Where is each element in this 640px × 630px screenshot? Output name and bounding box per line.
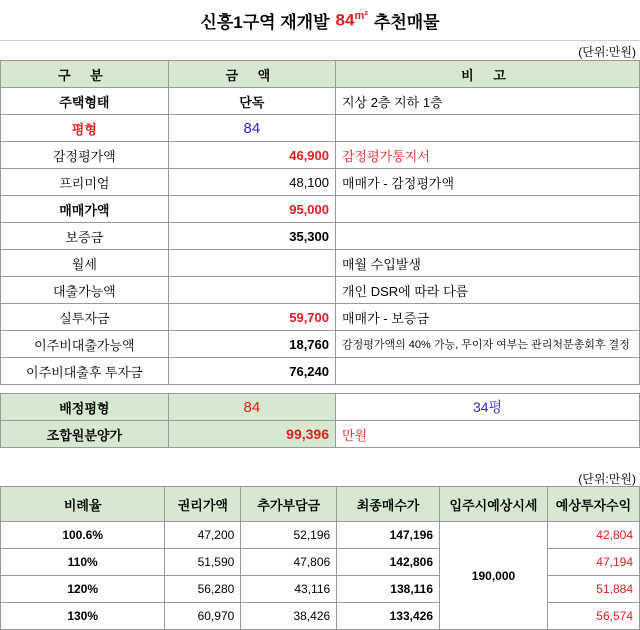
header-category: 구 분 — [1, 61, 169, 88]
expected-profit-cell: 51,884 — [547, 576, 639, 603]
title-prefix: 신흥1구역 재개발 — [200, 12, 330, 32]
row-value: 48,100 — [168, 169, 335, 196]
table-row — [1, 88, 640, 115]
table-row — [1, 223, 640, 250]
row-value: 35,300 — [168, 223, 335, 250]
price-note: 만원 — [336, 421, 640, 448]
row-note — [336, 358, 640, 385]
price-value: 99,396 — [168, 421, 335, 448]
title-size: $84^{m^2}$ — [335, 9, 368, 30]
final-price-cell: 142,806 — [337, 549, 440, 576]
property-table — [0, 60, 640, 448]
title-suffix: 추천매물 — [373, 12, 440, 32]
ratio-cell: 100.6% — [1, 522, 165, 549]
row-value: 단독 — [168, 88, 335, 115]
assign-note: 34평 — [336, 394, 640, 421]
row-label: 주택형태 — [1, 88, 169, 115]
row-note: 매월 수입발생 — [336, 250, 640, 277]
row-label: 감정평가액 — [1, 142, 169, 169]
header-amount: 금 액 — [168, 61, 335, 88]
ratio-table-header — [1, 487, 640, 522]
row-value: 59,700 — [168, 304, 335, 331]
row-label: 월세 — [1, 250, 169, 277]
row-note — [336, 115, 640, 142]
row-label: 실투자금 — [1, 304, 169, 331]
unit-note: (단위:만원) — [578, 45, 636, 59]
table-row — [1, 115, 640, 142]
row-label: 보증금 — [1, 223, 169, 250]
right-value-cell: 56,280 — [165, 576, 241, 603]
table-row — [1, 358, 640, 385]
extra-charge-cell: 52,196 — [241, 522, 337, 549]
expected-profit-cell: 56,574 — [547, 603, 639, 630]
row-label: 대출가능액 — [1, 277, 169, 304]
table-row — [1, 304, 640, 331]
row-note: 개인 DSR에 따라 다름 — [336, 277, 640, 304]
row-value: 76,240 — [168, 358, 335, 385]
row-label: 프리미엄 — [1, 169, 169, 196]
row-note: 매매가 - 감정평가액 — [336, 169, 640, 196]
table-row — [1, 142, 640, 169]
right-value-cell: 47,200 — [165, 522, 241, 549]
header-extra-charge: 추가부담금 — [241, 487, 337, 522]
table-row — [1, 196, 640, 223]
row-label: 이주비대출가능액 — [1, 331, 169, 358]
final-price-cell: 138,116 — [337, 576, 440, 603]
table-row — [1, 522, 640, 549]
extra-charge-cell: 38,426 — [241, 603, 337, 630]
row-note — [336, 223, 640, 250]
assign-label: 배정평형 — [1, 394, 169, 421]
row-value: 95,000 — [168, 196, 335, 223]
row-label: 매매가액 — [1, 196, 169, 223]
final-price-cell: 133,426 — [337, 603, 440, 630]
row-note: 감정평가통지서 — [336, 142, 640, 169]
row-note: 매매가 - 보증금 — [336, 304, 640, 331]
spacer-cell — [1, 385, 640, 394]
header-expected-market-price: 입주시예상시세 — [440, 487, 548, 522]
ratio-cell: 120% — [1, 576, 165, 603]
table-row — [1, 250, 640, 277]
row-value: 84 — [168, 115, 335, 142]
sheet-title — [0, 0, 640, 41]
row-value: 46,900 — [168, 142, 335, 169]
row-value: 18,760 — [168, 331, 335, 358]
row-note: 감정평가액의 40% 가능, 무이자 여부는 관리처분총회후 결정 — [336, 331, 640, 358]
row-note: 지상 2층 지하 1층 — [336, 88, 640, 115]
row-label: 평형 — [1, 115, 169, 142]
property-table-header — [1, 61, 640, 88]
extra-charge-cell: 43,116 — [241, 576, 337, 603]
price-row — [1, 421, 640, 448]
expected-market-price-cell: 190,000 — [440, 522, 548, 630]
ratio-cell: 130% — [1, 603, 165, 630]
header-ratio: 비례율 — [1, 487, 165, 522]
table-row — [1, 277, 640, 304]
assign-value: 84 — [168, 394, 335, 421]
row-value — [168, 277, 335, 304]
right-value-cell: 60,970 — [165, 603, 241, 630]
row-note — [336, 196, 640, 223]
table-row — [1, 331, 640, 358]
unit-note-2: (단위:만원) — [578, 472, 636, 486]
assign-row — [1, 394, 640, 421]
row-value — [168, 250, 335, 277]
row-label: 이주비대출후 투자금 — [1, 358, 169, 385]
expected-profit-cell: 47,194 — [547, 549, 639, 576]
extra-charge-cell: 47,806 — [241, 549, 337, 576]
header-note: 비 고 — [336, 61, 640, 88]
header-expected-profit: 예상투자수익 — [547, 487, 639, 522]
header-right-value: 권리가액 — [165, 487, 241, 522]
right-value-cell: 51,590 — [165, 549, 241, 576]
final-price-cell: 147,196 — [337, 522, 440, 549]
ratio-table — [0, 486, 640, 630]
table-row — [1, 169, 640, 196]
ratio-cell: 110% — [1, 549, 165, 576]
price-label: 조합원분양가 — [1, 421, 169, 448]
expected-profit-cell: 42,804 — [547, 522, 639, 549]
spacer-row — [1, 385, 640, 394]
header-final-price: 최종매수가 — [337, 487, 440, 522]
